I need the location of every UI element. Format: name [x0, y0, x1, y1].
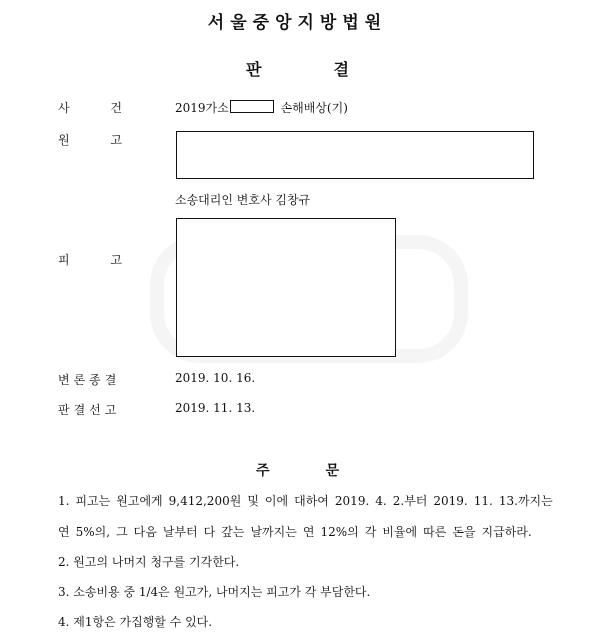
sentence-label: 판결선고 — [58, 403, 121, 417]
order-line-3: 2. 원고의 나머지 청구를 기각한다. — [58, 555, 240, 569]
plaintiff-label-char-1: 원 — [58, 133, 70, 147]
order-title: 주문 — [255, 463, 396, 479]
order-line-5: 4. 제1항은 가집행할 수 있다. — [58, 615, 213, 629]
defendant-label-char-2: 고 — [110, 253, 122, 267]
plaintiff-label — [58, 131, 122, 148]
closing-date: 2019. 10. 16. — [175, 371, 256, 385]
redacted-defendant-box — [176, 218, 396, 357]
case-value — [175, 99, 348, 116]
plaintiff-label-char-2: 고 — [110, 133, 122, 147]
defendant-label — [58, 251, 122, 268]
plaintiff-attorney: 소송대리인 변호사 김창규 — [175, 193, 311, 207]
case-label-char-1: 사 — [58, 101, 70, 115]
case-name: 손해배상(기) — [280, 101, 348, 115]
court-name: 서울중앙지방법원 — [207, 13, 388, 33]
defendant-label-char-1: 피 — [58, 253, 70, 267]
case-label-char-2: 건 — [110, 101, 122, 115]
redacted-plaintiff-box — [176, 131, 534, 179]
order-line-4: 3. 소송비용 중 1/4은 원고가, 나머지는 피고가 각 부담한다. — [58, 585, 371, 599]
redacted-case-number — [230, 100, 274, 113]
order-line-2: 연 5%의, 그 다음 날부터 다 갚는 날까지는 연 12%의 각 비율에 따른 돈을 지급하라. — [58, 525, 532, 539]
case-label — [58, 99, 122, 116]
case-number-prefix: 2019가소 — [175, 101, 229, 115]
document-title: 판결 — [246, 60, 421, 79]
sentence-date: 2019. 11. 13. — [175, 401, 256, 415]
closing-label: 변론종결 — [58, 373, 121, 387]
order-line-1: 1. 피고는 원고에게 9,412,200원 및 이에 대하여 2019. 4. 2.부터 2019. 11. 13.까지는 — [58, 494, 553, 508]
